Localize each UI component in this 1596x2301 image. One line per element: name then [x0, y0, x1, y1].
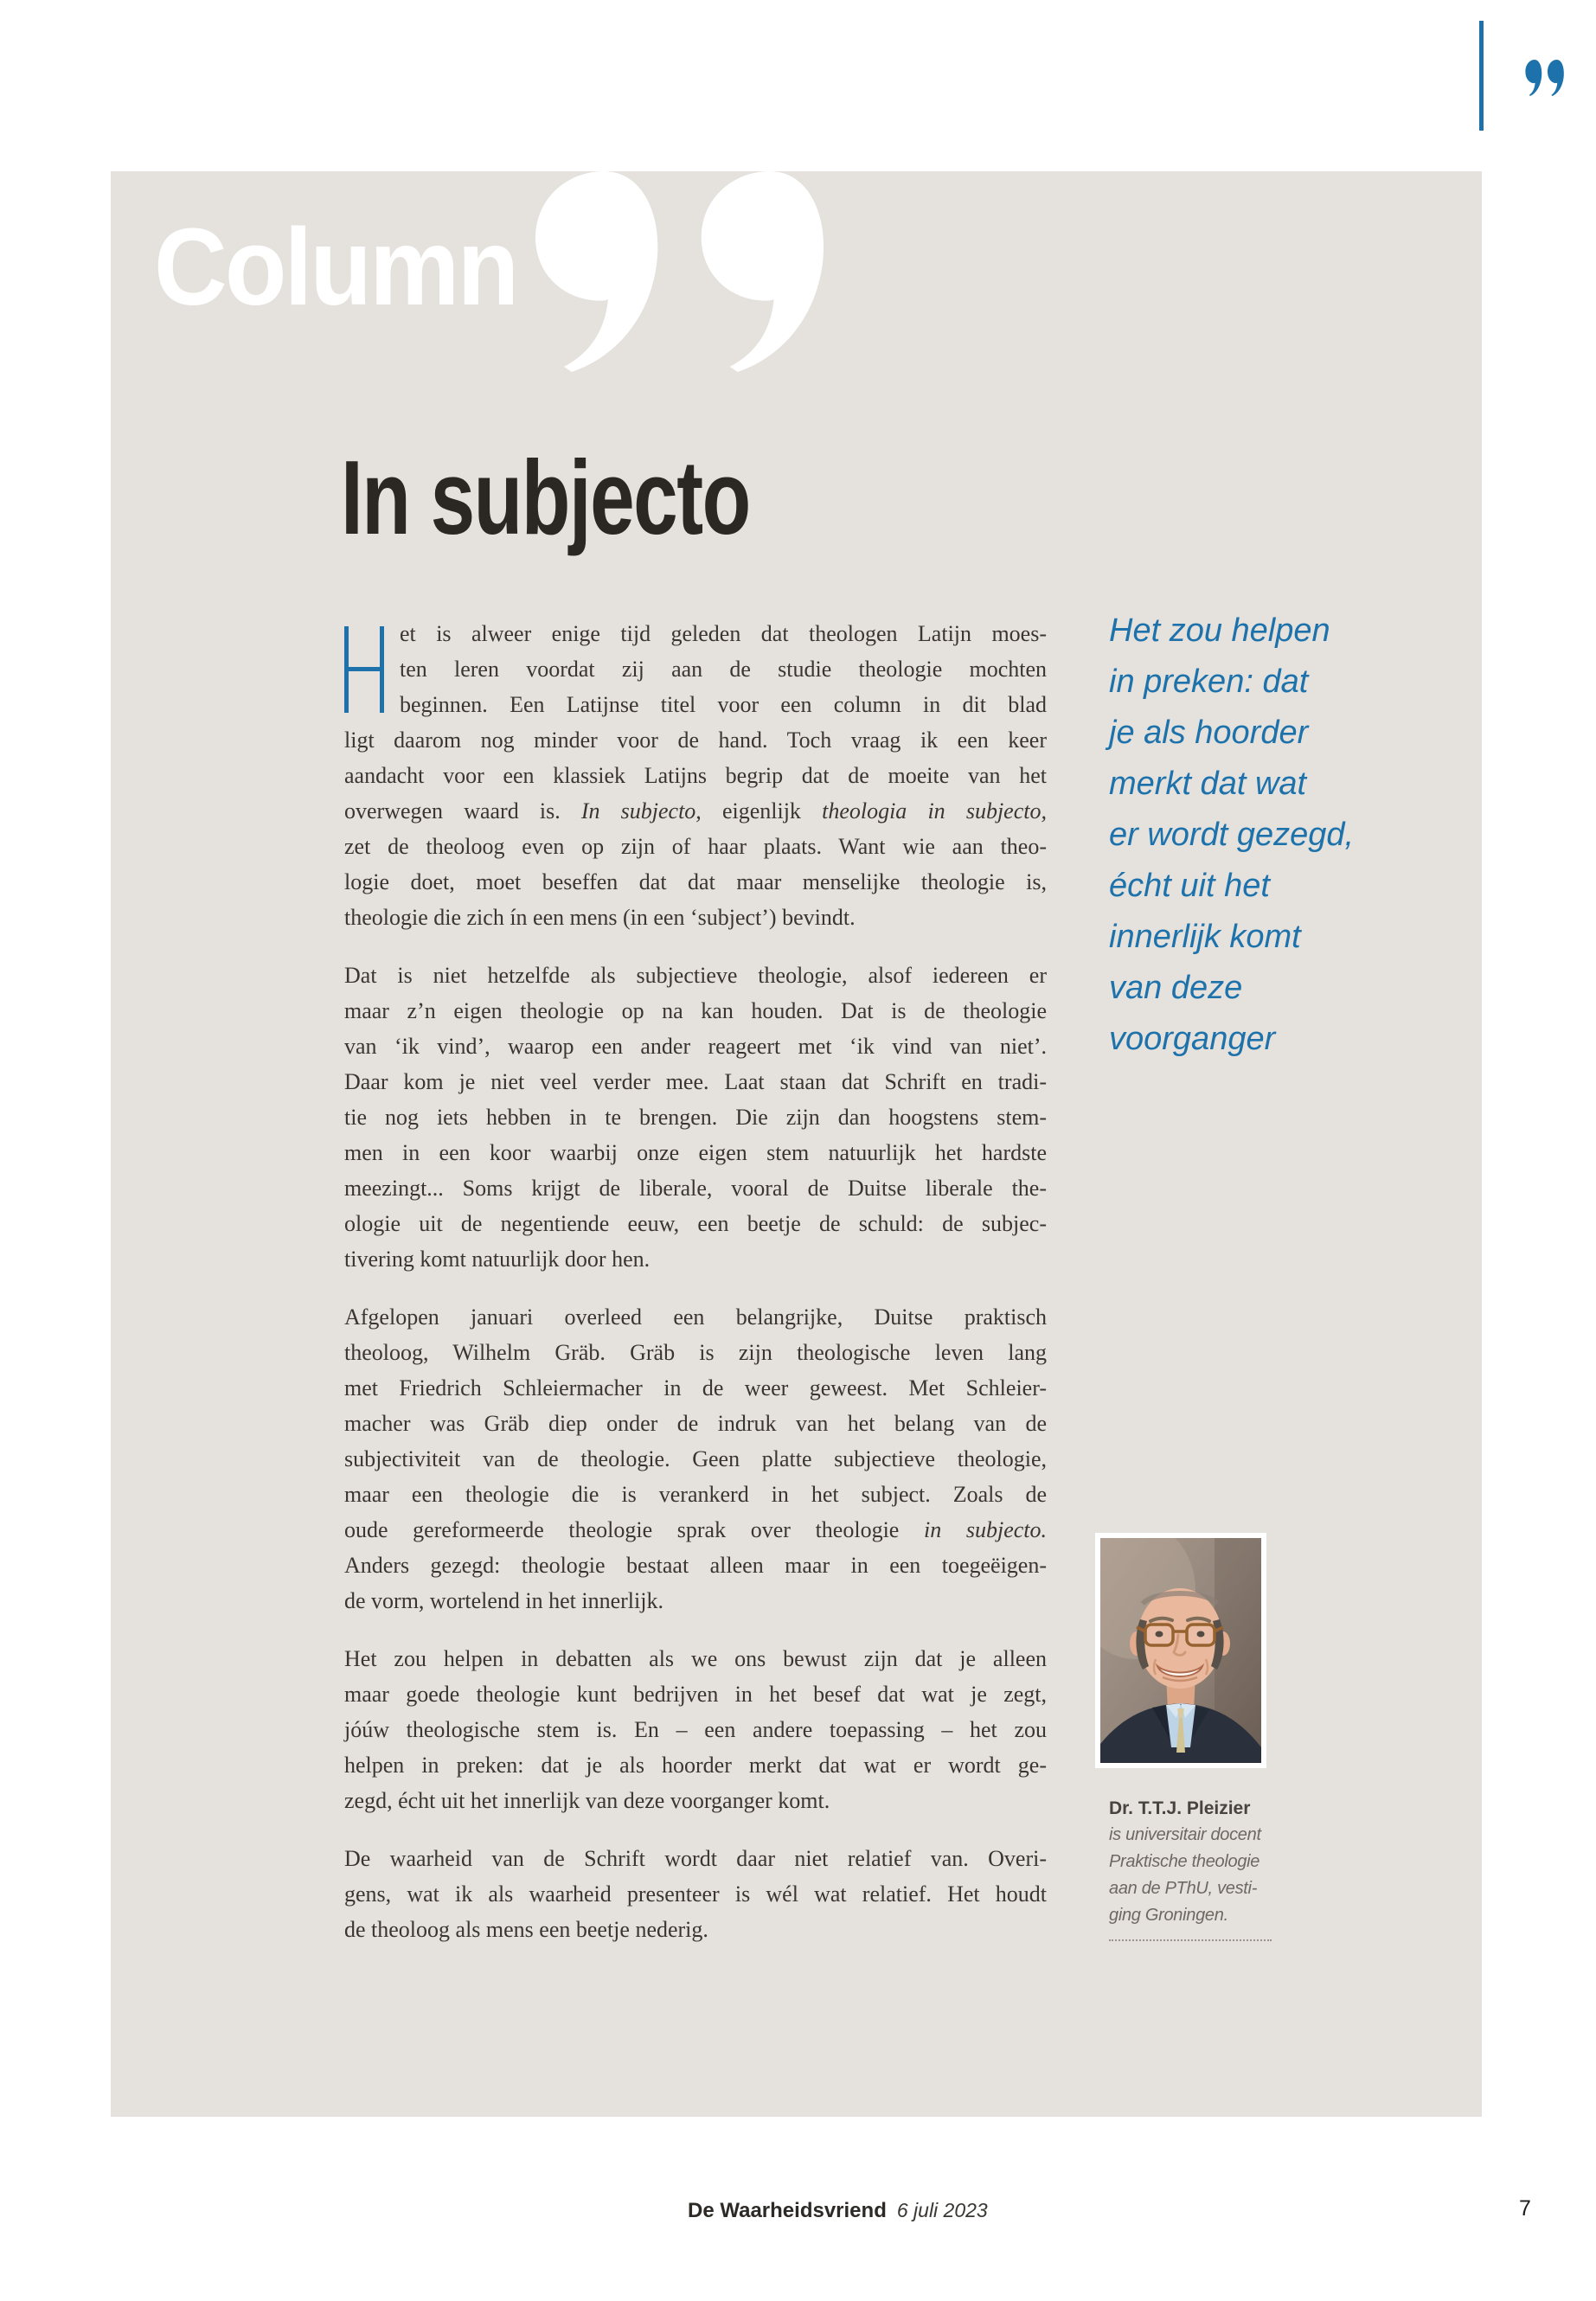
author-bio-line: is universitair docent [1109, 1825, 1261, 1844]
body-text-line: maar goede theologie kunt bedrijven in het besef dat wat je zegt, [344, 1682, 1047, 1707]
pull-quote-line: je als hoorder [1109, 715, 1309, 751]
pull-quote [1109, 606, 1377, 1065]
body-text-line: met Friedrich Schleiermacher in de weer geweest. Met Schleier- [344, 1375, 1047, 1400]
pull-quote-line: écht uit het [1109, 868, 1270, 904]
body-text-line: zet de theoloog even op zijn of haar plaats. Want wie aan theo- [344, 834, 1047, 859]
body-text-line: beginnen. Een Latijnse titel voor een column in dit blad [400, 692, 1047, 717]
pull-quote-line: merkt dat wat [1109, 766, 1307, 802]
body-text-line: et is alweer enige tijd geleden dat theologen Latijn moes- [400, 621, 1047, 646]
article-title: In subjecto [341, 439, 750, 556]
body-text-line: van ‘ik vind’, waarop een ander reageert met ‘ik vind van niet’. [344, 1034, 1047, 1059]
magazine-name: De Waarheidsvriend [688, 2199, 887, 2222]
body-text-line: theoloog, Wilhelm Gräb. Gräb is zijn theologische leven lang [344, 1340, 1047, 1365]
body-text-line: ligt daarom nog minder voor de hand. Toch vraag ik een keer [344, 727, 1047, 753]
body-text-line: maar een theologie die is verankerd in het subject. Zoals de [344, 1482, 1047, 1507]
body-text-line: de theoloog als mens een beetje nederig. [344, 1917, 708, 1942]
page-footer [688, 2201, 988, 2221]
portrait-photo [1100, 1538, 1261, 1763]
page-number: 7 [1519, 2196, 1531, 2221]
body-text-line: logie doet, moet beseffen dat dat maar menselijke theologie is, [344, 869, 1047, 894]
author-photo-frame [1095, 1533, 1266, 1768]
pull-quote-line: innerlijk komt [1109, 919, 1301, 955]
dropcap-stroke [344, 667, 384, 671]
body-text-line: Daar kom je niet veel verder mee. Laat staan dat Schrift en tradi- [344, 1069, 1047, 1094]
body-text-line: tivering komt natuurlijk door hen. [344, 1247, 651, 1272]
body-text-line: ten leren voordat zij aan de studie theologie mochten [400, 657, 1047, 682]
pull-quote-line: in preken: dat [1109, 663, 1309, 700]
body-text-line: jóúw theologische stem is. En – een andere toepassing – het zou [344, 1717, 1047, 1742]
body-text-line: meezingt... Soms krijgt de liberale, vooral de Duitse liberale the- [344, 1176, 1047, 1201]
body-text-line: zegd, écht uit het innerlijk van deze voorganger komt. [344, 1788, 830, 1813]
author-caption [1109, 1796, 1291, 1941]
accent-rule [1479, 21, 1484, 131]
large-quote-icon [533, 171, 837, 372]
body-paragraph [344, 958, 1047, 1277]
body-text-line: aandacht voor een klassiek Latijns begrip dat de moeite van het [344, 763, 1047, 788]
author-bio-line: Praktische theologie [1109, 1852, 1260, 1871]
body-paragraph [344, 1841, 1047, 1947]
issue-date: 6 juli 2023 [896, 2199, 988, 2221]
body-text-line: subjectiviteit van de theologie. Geen platte subjectieve theologie, [344, 1446, 1047, 1471]
body-paragraph [344, 1641, 1047, 1818]
body-text-line: ologie uit de negentiende eeuw, een beetje de schuld: de subjec- [344, 1211, 1047, 1236]
body-text-line: gens, wat ik als waarheid presenteer is wél wat relatief. Het houdt [344, 1881, 1047, 1907]
body-text-line: Afgelopen januari overleed een belangrijke, Duitse praktisch [344, 1304, 1047, 1330]
body-text-line: men in een koor waarbij onze eigen stem natuurlijk het hardste [344, 1140, 1047, 1165]
author-name: Dr. T.T.J. Pleizier [1109, 1798, 1251, 1818]
caption-rule [1109, 1939, 1272, 1941]
author-bio-line: aan de PThU, vesti- [1109, 1879, 1258, 1898]
dropcap-letter [344, 626, 384, 713]
body-text-line: Dat is niet hetzelfde als subjectieve theologie, alsof iedereen er [344, 963, 1047, 988]
pull-quote-line: Het zou helpen [1109, 612, 1330, 649]
pull-quote-line: van deze [1109, 970, 1243, 1006]
body-text-line: theologie die zich ín een mens (in een ‘subject’) bevindt. [344, 905, 856, 930]
pull-quote-line: voorganger [1109, 1021, 1276, 1057]
small-quote-icon [1525, 60, 1566, 96]
dropcap-stroke [380, 626, 384, 713]
article-body [344, 616, 1047, 1970]
body-text-line: De waarheid van de Schrift wordt daar niet relatief van. Overi- [344, 1846, 1047, 1871]
body-paragraph [344, 1299, 1047, 1618]
body-text-line: de vorm, wortelend in het innerlijk. [344, 1588, 663, 1613]
body-paragraph [344, 616, 1047, 935]
author-bio [1109, 1822, 1291, 1929]
author-bio-line: ging Groningen. [1109, 1906, 1228, 1925]
body-text-line: Anders gezegd: theologie bestaat alleen maar in een toegeëigen- [344, 1553, 1047, 1578]
body-text-line: maar z’n eigen theologie op na kan houden. Dat is de theologie [344, 998, 1047, 1023]
section-kicker: Column [154, 206, 517, 328]
body-text-line: tie nog iets hebben in te brengen. Die zijn dan hoogstens stem- [344, 1105, 1047, 1130]
body-text-line: macher was Gräb diep onder de indruk van het belang van de [344, 1411, 1047, 1436]
pull-quote-line: er wordt gezegd, [1109, 817, 1355, 853]
body-text-line: oude gereformeerde theologie sprak over theologie in subjecto. [344, 1517, 1047, 1542]
body-text-line: helpen in preken: dat je als hoorder merkt dat wat er wordt ge- [344, 1753, 1047, 1778]
body-text-line: Het zou helpen in debatten als we ons bewust zijn dat je alleen [344, 1646, 1047, 1671]
body-text-line: overwegen waard is. In subjecto, eigenlijk theologia in subjecto, [344, 798, 1047, 824]
